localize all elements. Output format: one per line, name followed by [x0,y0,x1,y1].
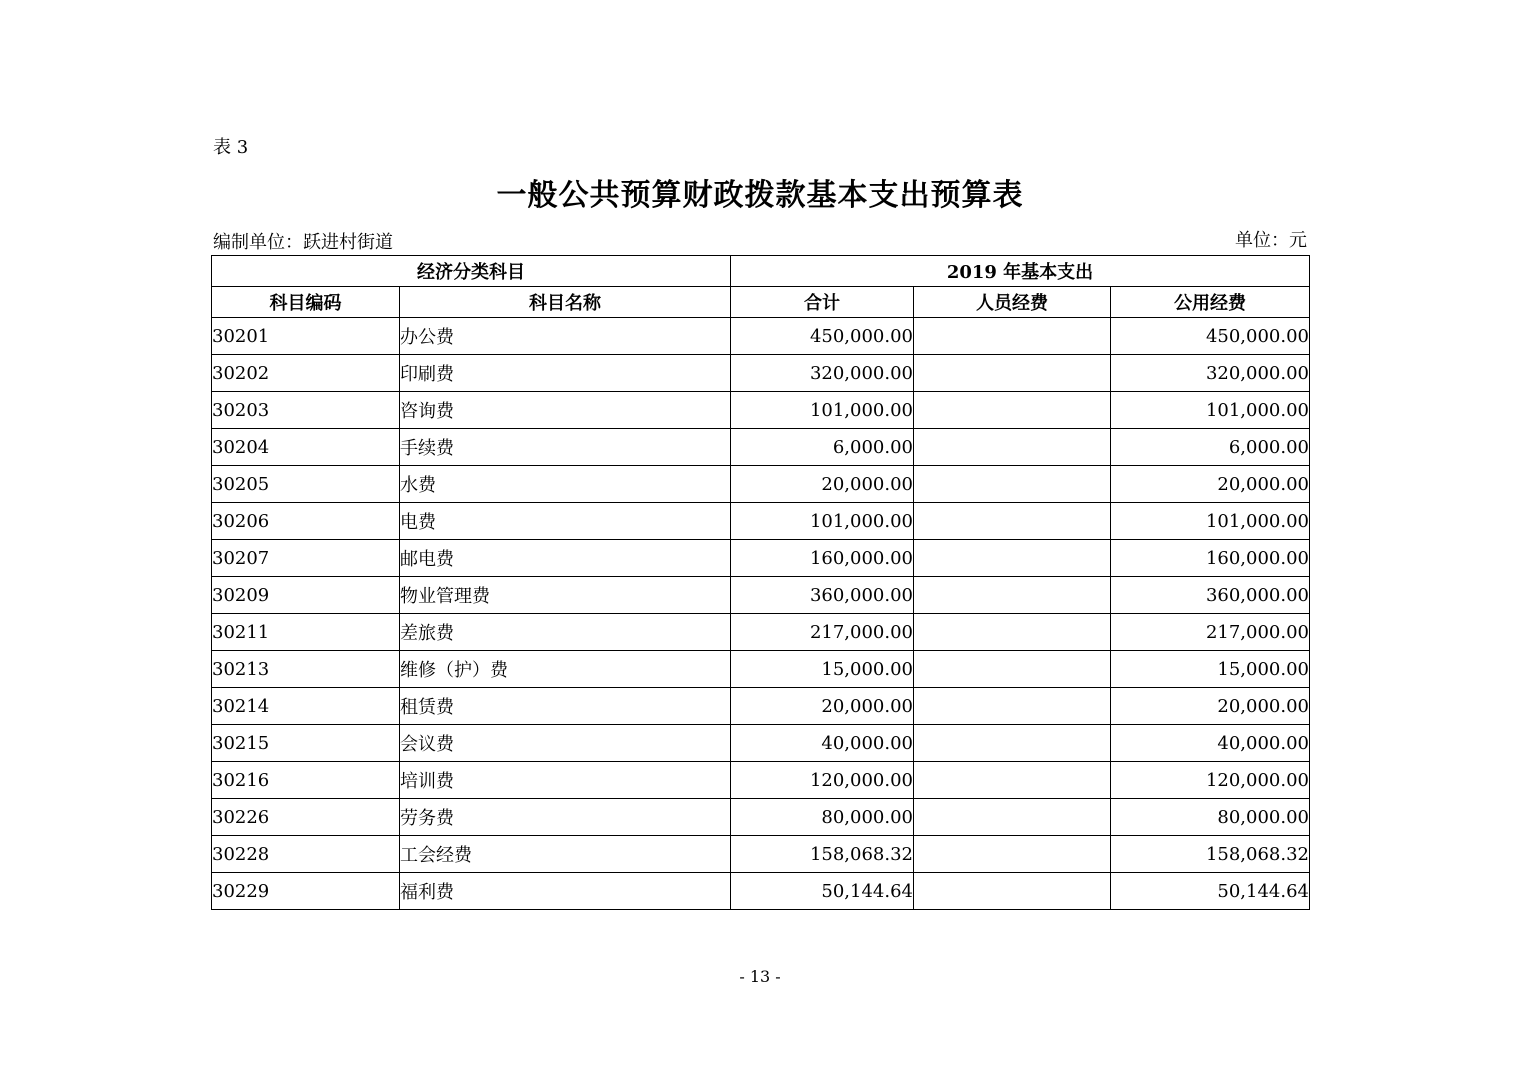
cell-public: 20,000.00 [1111,466,1310,503]
column-header-public: 公用经费 [1111,287,1310,318]
cell-personnel [914,355,1111,392]
cell-public: 320,000.00 [1111,355,1310,392]
cell-public: 158,068.32 [1111,836,1310,873]
cell-code: 30211 [212,614,400,651]
cell-personnel [914,503,1111,540]
cell-public: 50,144.64 [1111,873,1310,910]
cell-total: 320,000.00 [731,355,914,392]
group-header-row [212,256,1310,287]
cell-code: 30213 [212,651,400,688]
budget-table [211,255,1310,910]
cell-name: 差旅费 [400,614,731,651]
cell-total: 50,144.64 [731,873,914,910]
column-header-code: 科目编码 [212,287,400,318]
cell-total: 160,000.00 [731,540,914,577]
group-header-economic-classification: 经济分类科目 [212,256,731,287]
cell-total: 6,000.00 [731,429,914,466]
cell-total: 40,000.00 [731,725,914,762]
cell-personnel [914,836,1111,873]
compiling-unit: 编制单位：跃进村街道 [213,232,393,253]
cell-personnel [914,466,1111,503]
cell-name: 手续费 [400,429,731,466]
cell-code: 30214 [212,688,400,725]
table-row [212,725,1310,762]
column-header-name: 科目名称 [400,287,731,318]
cell-name: 工会经费 [400,836,731,873]
table-row [212,651,1310,688]
cell-name: 水费 [400,466,731,503]
cell-name: 印刷费 [400,355,731,392]
cell-code: 30205 [212,466,400,503]
table-row [212,577,1310,614]
cell-code: 30206 [212,503,400,540]
cell-public: 20,000.00 [1111,688,1310,725]
cell-code: 30204 [212,429,400,466]
cell-name: 电费 [400,503,731,540]
table-row [212,392,1310,429]
cell-public: 6,000.00 [1111,429,1310,466]
table-row [212,503,1310,540]
cell-total: 80,000.00 [731,799,914,836]
cell-total: 217,000.00 [731,614,914,651]
cell-name: 租赁费 [400,688,731,725]
cell-code: 30226 [212,799,400,836]
cell-name: 邮电费 [400,540,731,577]
currency-unit: 单位：元 [1235,230,1307,251]
cell-code: 30216 [212,762,400,799]
cell-code: 30215 [212,725,400,762]
cell-code: 30202 [212,355,400,392]
table-row [212,688,1310,725]
cell-personnel [914,392,1111,429]
cell-total: 15,000.00 [731,651,914,688]
cell-public: 160,000.00 [1111,540,1310,577]
cell-personnel [914,651,1111,688]
group-header-basic-expenditure: 2019 年基本支出 [731,256,1310,287]
table-label: 表 3 [213,137,249,158]
cell-total: 158,068.32 [731,836,914,873]
cell-public: 15,000.00 [1111,651,1310,688]
table-row [212,762,1310,799]
cell-total: 101,000.00 [731,392,914,429]
table-row [212,318,1310,355]
cell-code: 30201 [212,318,400,355]
cell-name: 维修（护）费 [400,651,731,688]
cell-total: 450,000.00 [731,318,914,355]
cell-total: 20,000.00 [731,688,914,725]
table-row [212,836,1310,873]
cell-personnel [914,799,1111,836]
cell-name: 咨询费 [400,392,731,429]
table-row [212,466,1310,503]
cell-public: 101,000.00 [1111,503,1310,540]
cell-total: 360,000.00 [731,577,914,614]
cell-public: 450,000.00 [1111,318,1310,355]
cell-public: 80,000.00 [1111,799,1310,836]
table-body [212,318,1310,910]
table-row [212,355,1310,392]
table-row [212,540,1310,577]
table-row [212,429,1310,466]
cell-public: 120,000.00 [1111,762,1310,799]
document-title: 一般公共预算财政拨款基本支出预算表 [496,178,1024,213]
column-header-row [212,287,1310,318]
cell-code: 30207 [212,540,400,577]
cell-personnel [914,540,1111,577]
column-header-personnel: 人员经费 [914,287,1111,318]
cell-code: 30203 [212,392,400,429]
cell-total: 20,000.00 [731,466,914,503]
table-row [212,873,1310,910]
cell-public: 360,000.00 [1111,577,1310,614]
cell-personnel [914,725,1111,762]
cell-public: 217,000.00 [1111,614,1310,651]
cell-code: 30228 [212,836,400,873]
cell-name: 会议费 [400,725,731,762]
cell-personnel [914,873,1111,910]
cell-code: 30209 [212,577,400,614]
table-row [212,614,1310,651]
cell-personnel [914,429,1111,466]
table-row [212,799,1310,836]
cell-total: 120,000.00 [731,762,914,799]
cell-personnel [914,614,1111,651]
cell-personnel [914,318,1111,355]
cell-total: 101,000.00 [731,503,914,540]
cell-name: 福利费 [400,873,731,910]
cell-public: 101,000.00 [1111,392,1310,429]
cell-name: 劳务费 [400,799,731,836]
column-header-total: 合计 [731,287,914,318]
cell-personnel [914,688,1111,725]
cell-name: 培训费 [400,762,731,799]
cell-name: 物业管理费 [400,577,731,614]
cell-personnel [914,577,1111,614]
cell-code: 30229 [212,873,400,910]
cell-name: 办公费 [400,318,731,355]
page-number: - 13 - [739,967,781,986]
cell-public: 40,000.00 [1111,725,1310,762]
cell-personnel [914,762,1111,799]
